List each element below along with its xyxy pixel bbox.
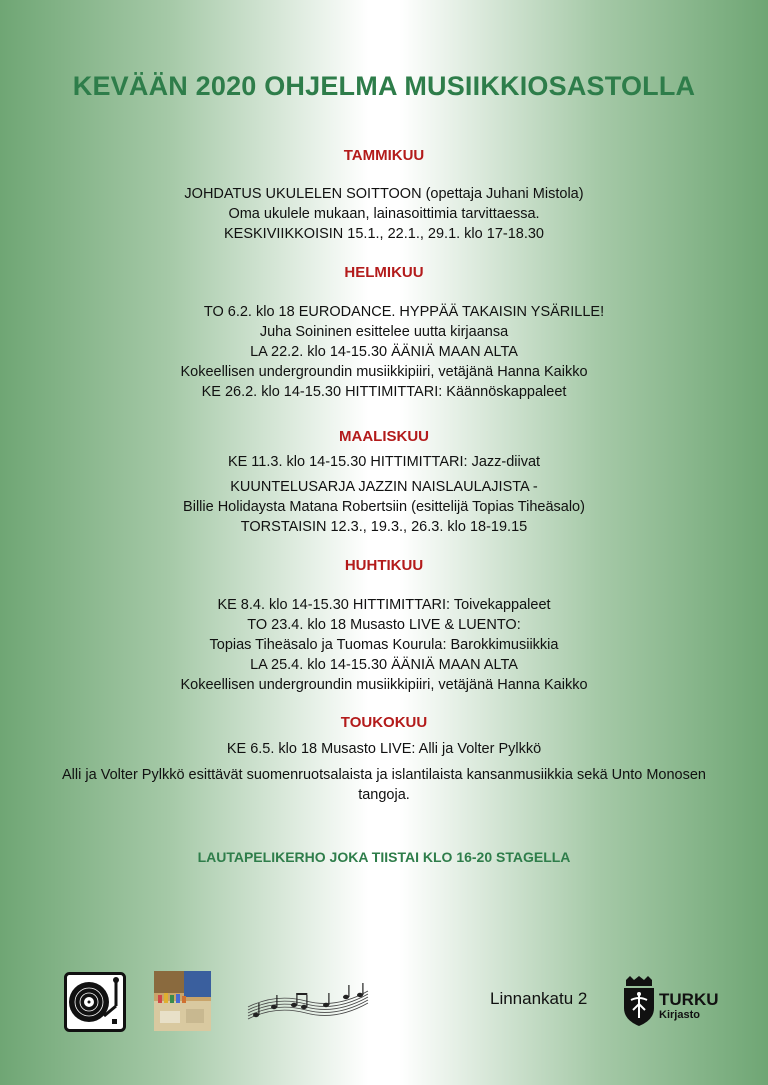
logo-city: TURKU [659,990,719,1009]
music-notes-icon [246,983,370,1023]
event-line: Juha Soininen esittelee uutta kirjaansa [259,324,509,340]
event-line: Oma ukulele mukaan, lainasoittimia tarvittaessa. [228,206,540,222]
address: Linnankatu 2 [490,989,588,1008]
event-line: Billie Holidaysta Matana Robertsiin (esittelijä Topias Tiheäsalo) [183,499,585,515]
event-line: Kokeellisen undergroundin musiikkipiiri, vetäjänä Hanna Kaikko [180,677,588,693]
month-heading-toukokuu: TOUKOKUU [340,714,428,731]
event-line: KE 8.4. klo 14-15.30 HITTIMITTARI: Toivekappaleet [217,597,551,613]
event-line: TO 6.2. klo 18 EURODANCE. HYPPÄÄ TAKAISIN YSÄRILLE! [203,304,605,320]
event-line: KE 6.5. klo 18 Musasto LIVE: Alli ja Volter Pylkkö [226,741,542,757]
event-line: LA 25.4. klo 14-15.30 ÄÄNIÄ MAAN ALTA [250,657,518,673]
event-line: TORSTAISIN 12.3., 19.3., 26.3. klo 18-19.15 [240,519,528,535]
event-line: LA 22.2. klo 14-15.30 ÄÄNIÄ MAAN ALTA [250,344,518,360]
turku-crest-icon [622,976,656,1026]
event-line: KESKIVIIKKOISIN 15.1., 22.1., 29.1. klo 17-18.30 [224,226,544,242]
month-heading-maaliskuu: MAALISKUU [339,428,429,445]
event-line: TO 23.4. klo 18 Musasto LIVE & LUENTO: [247,617,521,633]
event-line: Topias Tiheäsalo ja Tuomas Kourula: Barokkimusiikkia [209,637,559,653]
month-heading-huhtikuu: HUHTIKUU [344,557,424,574]
event-line: JOHDATUS UKULELEN SOITTOON (opettaja Juhani Mistola) [184,186,584,202]
event-line: KE 26.2. klo 14-15.30 HITTIMITTARI: Käännöskappaleet [201,384,567,400]
month-heading-helmikuu: HELMIKUU [344,264,424,281]
logo-sub: Kirjasto [659,1009,700,1021]
board-game-club-note: LAUTAPELIKERHO JOKA TIISTAI KLO 16-20 STAGELLA [197,849,571,865]
turntable-icon [64,972,126,1032]
event-line: KE 11.3. klo 14-15.30 HITTIMITTARI: Jazz-diivat [227,454,541,470]
board-game-photo [154,971,211,1031]
event-description: Alli ja Volter Pylkkö esittävät suomenruotsalaista ja islantilaista kansanmusiikkia sekä Unto Monosen tangoja. [62,767,706,803]
page-title: KEVÄÄN 2020 OHJELMA MUSIIKKIOSASTOLLA [72,71,696,101]
event-line: Kokeellisen undergroundin musiikkipiiri, vetäjänä Hanna Kaikko [180,364,588,380]
month-heading-tammikuu: TAMMIKUU [343,147,425,164]
event-line: KUUNTELUSARJA JAZZIN NAISLAULAJISTA - [230,479,538,495]
